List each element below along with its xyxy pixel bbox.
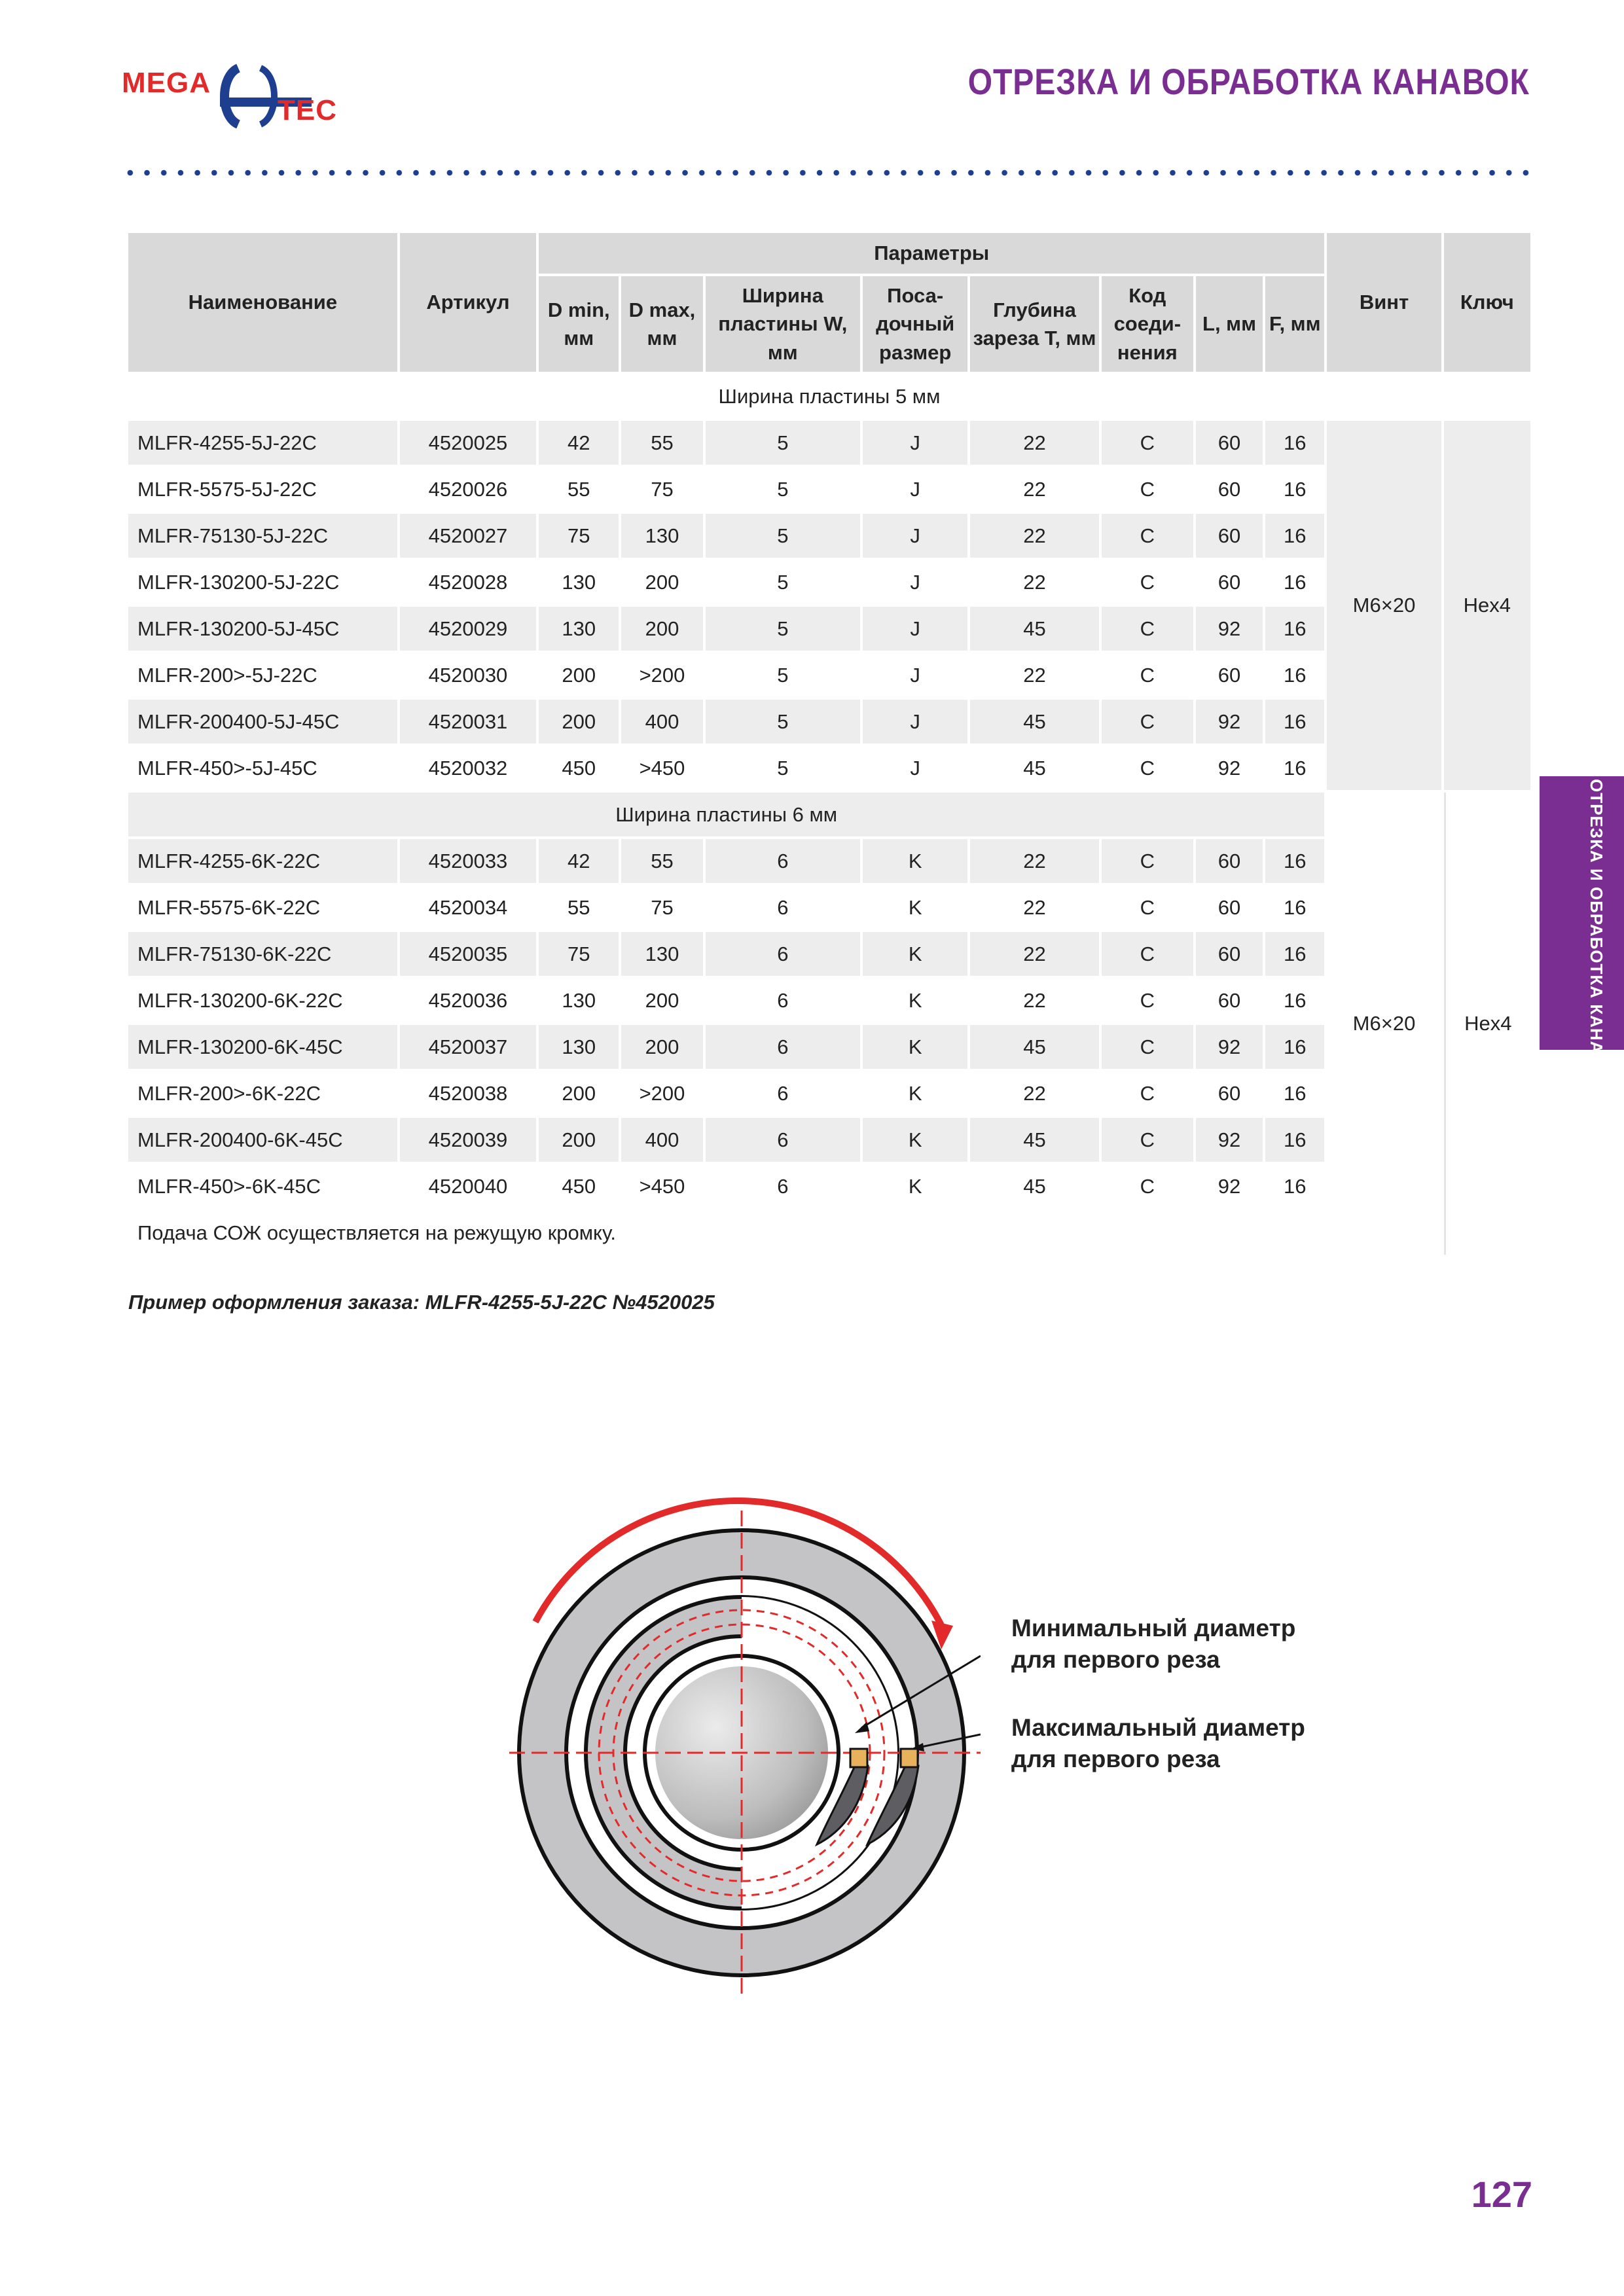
cell-f: 16: [1283, 895, 1307, 919]
cell-t: 22: [1023, 1081, 1046, 1105]
cell-seat: K: [908, 1081, 922, 1105]
cell-dmin: 42: [539, 839, 619, 883]
cell-dmin: 200: [539, 700, 619, 744]
section-title: Ширина пластины 6 мм: [128, 793, 1324, 836]
cell-dmin: 130: [562, 988, 596, 1012]
cell-f: 16: [1265, 700, 1324, 744]
cell-l: 60: [1196, 932, 1263, 976]
cell-l: 60: [1218, 663, 1241, 687]
cell-l: 92: [1196, 1118, 1263, 1162]
table-row: [128, 746, 1530, 790]
min-label-line1: Минимальный диаметр: [1011, 1615, 1296, 1641]
cell-seat: J: [863, 607, 967, 651]
cell-code: C: [1102, 607, 1193, 651]
cell-name: MLFR-130200-6K-45C: [128, 1025, 397, 1069]
cell-w: 6: [777, 1174, 789, 1198]
cell-f: 16: [1283, 1174, 1307, 1198]
cell-dmin: 42: [539, 421, 619, 465]
table-row: [128, 560, 1530, 604]
cell-w: 6: [706, 1025, 860, 1069]
dotted-divider: [122, 169, 1530, 177]
cell-dmin: 450: [562, 756, 596, 780]
cell-l: 92: [1196, 700, 1263, 744]
side-tab-label: ОТРЕЗКА И ОБРАБОТКА КАНАВОК: [1587, 779, 1606, 1092]
cell-article: 4520031: [400, 700, 536, 744]
table-row: [128, 1118, 1530, 1162]
cell-f: 16: [1265, 421, 1324, 465]
cell-dmax: 200: [645, 988, 679, 1012]
cell-name: MLFR-4255-6K-22C: [128, 839, 397, 883]
cell-code: C: [1140, 756, 1155, 780]
cell-t: 45: [1023, 1174, 1046, 1198]
cell-dmax: >450: [639, 756, 685, 780]
cell-seat: J: [910, 570, 920, 594]
cell-w: 6: [777, 895, 789, 919]
cell-seat: K: [863, 839, 967, 883]
cell-code: C: [1102, 1118, 1193, 1162]
cell-seat: J: [863, 700, 967, 744]
cell-w: 5: [706, 607, 860, 651]
cell-dmin: 75: [539, 514, 619, 558]
cell-w: 5: [706, 514, 860, 558]
cutting-diagram: [509, 1498, 981, 1995]
table-note: Подача СОЖ осуществляется на режущую кромку.: [128, 1211, 1324, 1255]
cell-seat: J: [863, 514, 967, 558]
cell-l: 92: [1218, 756, 1241, 780]
cell-name: MLFR-200400-6K-45C: [128, 1118, 397, 1162]
cell-w: 6: [777, 1081, 789, 1105]
cell-code: C: [1102, 1025, 1193, 1069]
header-code: Код соеди-нения: [1102, 276, 1193, 372]
header-key: Ключ: [1444, 233, 1530, 372]
cell-l: 60: [1196, 421, 1263, 465]
header-dmax: D max, мм: [621, 276, 702, 372]
max-diameter-label: [1011, 1712, 1305, 1775]
table-body: [128, 374, 1530, 1255]
cell-screw: M6×20: [1327, 421, 1441, 790]
cell-t: 45: [970, 1025, 1098, 1069]
cell-article: 4520029: [400, 607, 536, 651]
cell-seat: J: [910, 756, 920, 780]
cell-dmax: 400: [621, 700, 702, 744]
cell-name: MLFR-450>-5J-45C: [137, 756, 317, 780]
cell-code: C: [1140, 895, 1155, 919]
cell-code: C: [1102, 421, 1193, 465]
cell-f: 16: [1265, 839, 1324, 883]
cell-t: 22: [1023, 988, 1046, 1012]
note-row: [128, 1211, 1530, 1255]
cell-w: 6: [706, 1118, 860, 1162]
cell-dmin: 130: [562, 570, 596, 594]
header-depth: Глубина зареза T, мм: [970, 276, 1098, 372]
table-row: [128, 653, 1530, 697]
header-article: Артикул: [400, 233, 536, 372]
table-row: [128, 932, 1530, 976]
section-row: [128, 374, 1530, 418]
cell-dmax: 75: [651, 477, 674, 501]
cell-t: 22: [1023, 570, 1046, 594]
table-row: [128, 421, 1530, 465]
cell-article: 4520039: [400, 1118, 536, 1162]
cell-name: MLFR-450>-6K-45C: [137, 1174, 321, 1198]
cell-w: 6: [706, 932, 860, 976]
table-row: [128, 886, 1530, 929]
cell-t: 45: [970, 607, 1098, 651]
cell-w: 5: [706, 700, 860, 744]
cell-code: C: [1140, 1174, 1155, 1198]
cell-name: MLFR-200400-5J-45C: [128, 700, 397, 744]
cell-w: 5: [777, 756, 789, 780]
cell-t: 45: [1023, 756, 1046, 780]
cell-t: 22: [970, 839, 1098, 883]
table-row: [128, 1071, 1530, 1115]
cell-f: 16: [1283, 756, 1307, 780]
cell-w: 5: [706, 421, 860, 465]
cell-dmin: 200: [562, 1081, 596, 1105]
cell-article: 4520038: [428, 1081, 508, 1105]
cell-name: MLFR-130200-6K-22C: [137, 988, 343, 1012]
cell-f: 16: [1265, 1118, 1324, 1162]
table-row: [128, 978, 1530, 1022]
cell-seat: K: [863, 932, 967, 976]
table-row: [128, 607, 1530, 651]
cell-code: C: [1140, 1081, 1155, 1105]
cell-dmax: 400: [621, 1118, 702, 1162]
cell-dmin: 130: [539, 1025, 619, 1069]
cell-f: 16: [1265, 1025, 1324, 1069]
cell-dmax: 130: [621, 932, 702, 976]
cell-l: 92: [1196, 1025, 1263, 1069]
cell-code: C: [1102, 514, 1193, 558]
cell-t: 22: [1023, 477, 1046, 501]
page-number: 127: [1471, 2174, 1532, 2215]
cell-l: 60: [1218, 570, 1241, 594]
max-label-line1: Максимальный диаметр: [1011, 1714, 1305, 1741]
header-name: Наименование: [128, 233, 397, 372]
logo-tec-text: TEC: [278, 94, 337, 126]
cell-l: 60: [1196, 839, 1263, 883]
cell-t: 22: [1023, 895, 1046, 919]
cell-dmax: 200: [621, 1025, 702, 1069]
cell-l: 60: [1218, 1081, 1241, 1105]
cell-f: 16: [1265, 607, 1324, 651]
cell-dmax: 200: [645, 570, 679, 594]
cell-l: 92: [1218, 1174, 1241, 1198]
cell-t: 45: [970, 700, 1098, 744]
cell-seat: K: [908, 988, 922, 1012]
cell-f: 16: [1265, 932, 1324, 976]
cell-dmin: 75: [539, 932, 619, 976]
cell-dmax: 200: [621, 607, 702, 651]
header-width: Ширина пластины W, мм: [706, 276, 860, 372]
cell-w: 6: [777, 988, 789, 1012]
cell-l: 60: [1218, 988, 1241, 1012]
table-row: [128, 1164, 1530, 1208]
cell-name: MLFR-75130-5J-22C: [128, 514, 397, 558]
cell-code: C: [1102, 932, 1193, 976]
cell-name: MLFR-130200-5J-45C: [128, 607, 397, 651]
cell-seat: K: [863, 1025, 967, 1069]
cell-dmin: 55: [568, 895, 590, 919]
cell-article: 4520033: [400, 839, 536, 883]
cell-article: 4520028: [428, 570, 508, 594]
cell-t: 22: [970, 421, 1098, 465]
cell-article: 4520030: [428, 663, 508, 687]
cell-key: Hex4: [1444, 793, 1530, 1255]
cell-article: 4520035: [400, 932, 536, 976]
section-row: [128, 793, 1530, 836]
cell-t: 22: [1023, 663, 1046, 687]
cell-f: 16: [1283, 988, 1307, 1012]
cell-dmax: >200: [639, 663, 685, 687]
cell-w: 5: [777, 570, 789, 594]
brand-logo: [122, 56, 344, 135]
cell-name: MLFR-5575-6K-22C: [137, 895, 321, 919]
header-l: L, мм: [1196, 276, 1263, 372]
cell-name: MLFR-200>-6K-22C: [137, 1081, 321, 1105]
cell-dmin: 200: [562, 663, 596, 687]
table-row: [128, 700, 1530, 744]
cell-l: 60: [1218, 477, 1241, 501]
cell-dmax: 75: [651, 895, 674, 919]
cell-f: 16: [1265, 514, 1324, 558]
min-label-line2: для первого реза: [1011, 1646, 1220, 1674]
cell-w: 5: [777, 477, 789, 501]
cell-dmax: 55: [621, 839, 702, 883]
cell-dmax: 55: [621, 421, 702, 465]
cell-dmin: 55: [568, 477, 590, 501]
cell-seat: J: [863, 421, 967, 465]
table-row: [128, 839, 1530, 883]
order-example: Пример оформления заказа: MLFR-4255-5J-22C №4520025: [128, 1291, 715, 1314]
cell-key: Hex4: [1444, 421, 1530, 790]
header-f: F, мм: [1265, 276, 1324, 372]
cell-code: C: [1140, 570, 1155, 594]
cell-article: 4520037: [400, 1025, 536, 1069]
cell-dmin: 200: [539, 1118, 619, 1162]
cell-article: 4520032: [428, 756, 508, 780]
min-diameter-label: [1011, 1613, 1295, 1676]
cell-t: 22: [970, 932, 1098, 976]
header-dmin: D min, мм: [539, 276, 619, 372]
cell-seat: K: [908, 1174, 922, 1198]
cell-article: 4520034: [428, 895, 508, 919]
cell-article: 4520036: [428, 988, 508, 1012]
cell-t: 45: [970, 1118, 1098, 1162]
cell-code: C: [1140, 663, 1155, 687]
cell-l: 60: [1218, 895, 1241, 919]
page-title: ОТРЕЗКА И ОБРАБОТКА КАНАВОК: [967, 61, 1530, 102]
cell-name: MLFR-5575-5J-22C: [137, 477, 317, 501]
cell-article: 4520027: [400, 514, 536, 558]
table-row: [128, 1025, 1530, 1069]
cell-code: C: [1140, 477, 1155, 501]
cell-dmax: 130: [621, 514, 702, 558]
table-row: [128, 467, 1530, 511]
cell-dmax: >450: [639, 1174, 685, 1198]
logo-mega-text: MEGA: [122, 67, 211, 99]
cell-article: 4520040: [428, 1174, 508, 1198]
cell-dmin: 450: [562, 1174, 596, 1198]
table-row: [128, 514, 1530, 558]
cell-article: 4520026: [428, 477, 508, 501]
cell-f: 16: [1283, 570, 1307, 594]
cell-seat: J: [910, 477, 920, 501]
header-params-group: Параметры: [539, 233, 1324, 274]
cell-screw: M6×20: [1327, 793, 1441, 1255]
cell-w: 5: [777, 663, 789, 687]
cell-f: 16: [1283, 1081, 1307, 1105]
cell-name: MLFR-130200-5J-22C: [137, 570, 340, 594]
cell-seat: J: [910, 663, 920, 687]
header-seat: Поса-дочный размер: [863, 276, 967, 372]
cell-name: MLFR-4255-5J-22C: [128, 421, 397, 465]
cell-w: 6: [706, 839, 860, 883]
cell-code: C: [1102, 700, 1193, 744]
cell-l: 92: [1196, 607, 1263, 651]
cell-code: C: [1102, 839, 1193, 883]
cell-name: MLFR-75130-6K-22C: [128, 932, 397, 976]
cell-article: 4520025: [400, 421, 536, 465]
section-title: Ширина пластины 5 мм: [128, 374, 1530, 418]
cell-name: MLFR-200>-5J-22C: [137, 663, 317, 687]
cell-f: 16: [1283, 477, 1307, 501]
header-screw: Винт: [1327, 233, 1441, 372]
cell-t: 22: [970, 514, 1098, 558]
cell-f: 16: [1283, 663, 1307, 687]
spec-table: [126, 230, 1533, 1257]
cell-l: 60: [1196, 514, 1263, 558]
max-label-line2: для первого реза: [1011, 1746, 1220, 1773]
cell-dmax: >200: [639, 1081, 685, 1105]
cell-seat: K: [908, 895, 922, 919]
cell-code: C: [1140, 988, 1155, 1012]
cell-dmin: 130: [539, 607, 619, 651]
cell-seat: K: [863, 1118, 967, 1162]
